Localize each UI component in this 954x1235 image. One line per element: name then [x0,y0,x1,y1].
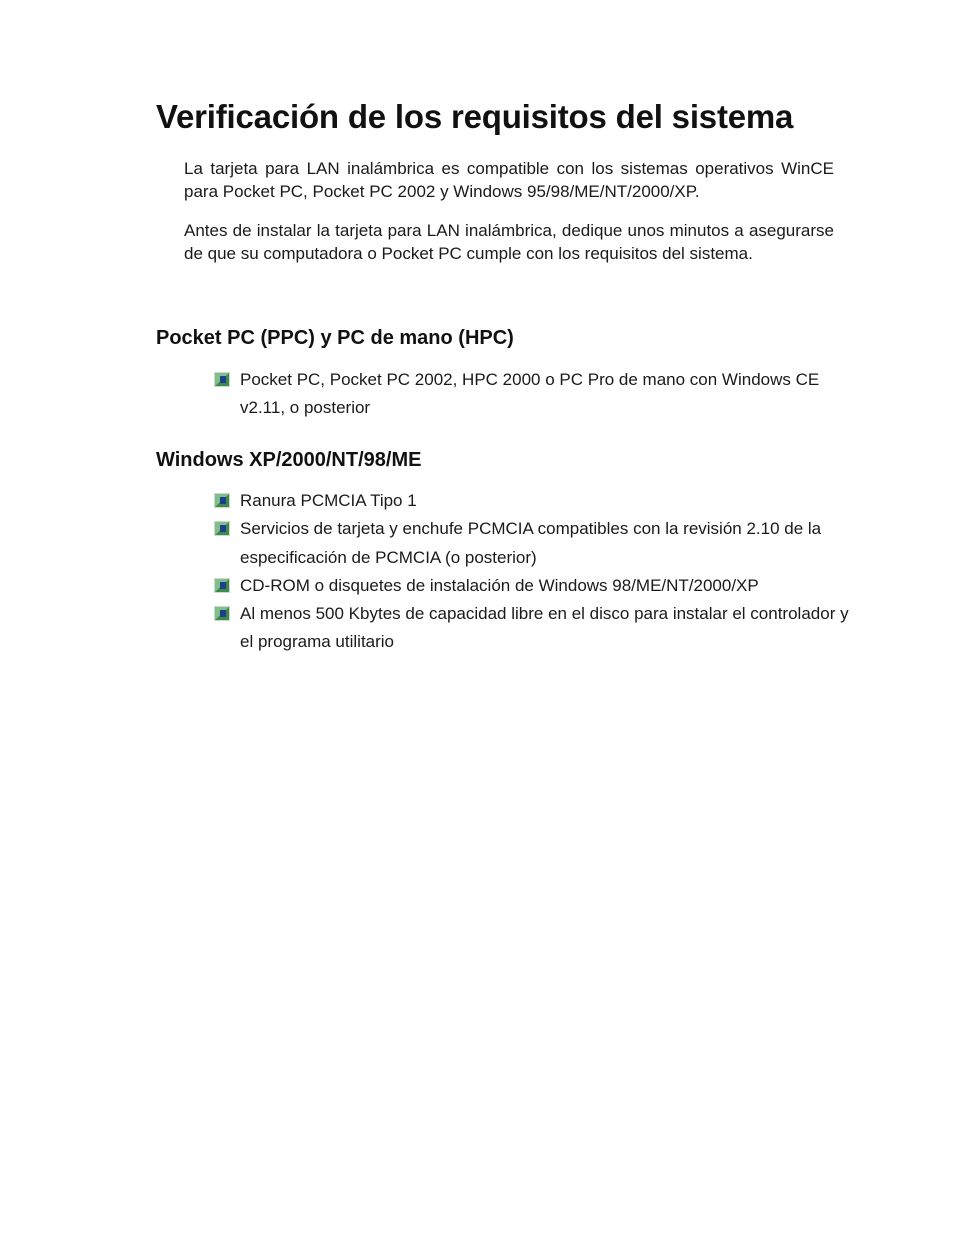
list-item-text: Pocket PC, Pocket PC 2002, HPC 2000 o PC Pro de mano con Windows CE v2.11, o posterior [240,370,820,418]
list-item-text: Al menos 500 Kbytes de capacidad libre en el disco para instalar el controlador y el programa utilitario [240,604,849,652]
square-bullet-icon [214,606,230,621]
list-item [214,515,854,572]
square-bullet-icon [214,493,230,508]
list-item-text: Ranura PCMCIA Tipo 1 [240,491,417,510]
square-bullet-icon [214,521,230,536]
pocket-pc-requirements-list [214,366,854,423]
intro-paragraph-before-install: Antes de instalar la tarjeta para LAN inalámbrica, dedique unos minutos a asegurarse de que su computadora o Pocket PC cumple con los requisitos del sistema. [184,221,834,263]
list-item [214,487,854,515]
section-heading-windows: Windows XP/2000/NT/98/ME [156,449,422,471]
square-bullet-icon [214,372,230,387]
list-item [214,366,854,423]
list-item [214,600,854,657]
list-item-text: CD-ROM o disquetes de instalación de Windows 98/ME/NT/2000/XP [240,575,759,595]
list-item [214,572,854,600]
list-item-text: Servicios de tarjeta y enchufe PCMCIA compatibles con la revisión 2.10 de la especificación de PCMCIA (o posterior) [240,519,822,567]
section-heading-pocket-pc: Pocket PC (PPC) y PC de mano (HPC) [156,327,514,349]
windows-requirements-list [214,487,854,657]
square-bullet-icon [214,578,230,593]
intro-paragraph-compatibility: La tarjeta para LAN inalámbrica es compatible con los sistemas operativos WinCE para Pocket PC, Pocket PC 2002 y Windows 95/98/ME/NT/2000/XP. [184,159,834,201]
page-title: Verificación de los requisitos del sistema [156,98,794,135]
